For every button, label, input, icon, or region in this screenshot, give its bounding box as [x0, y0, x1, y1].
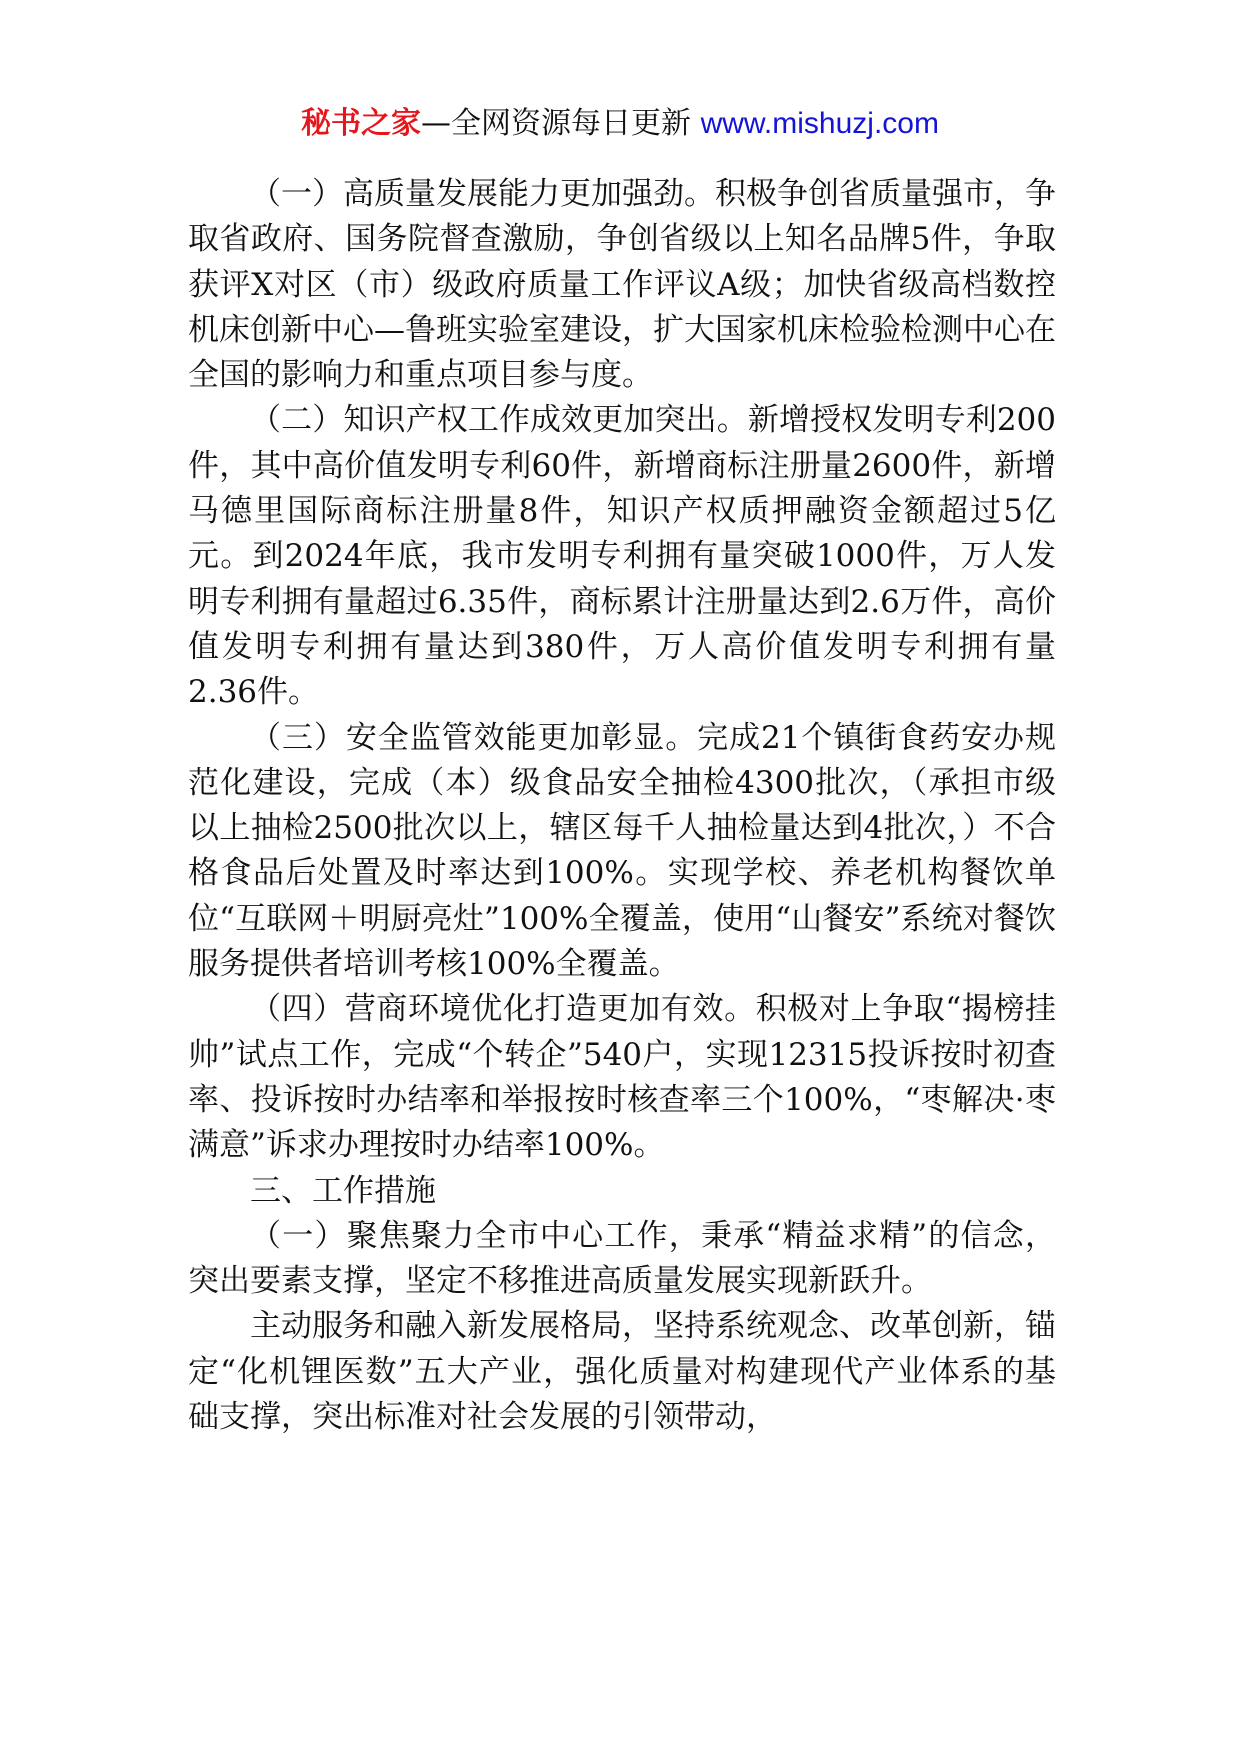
paragraph-business-environment: （四）营商环境优化打造更加有效。积极对上争取“揭榜挂帅”试点工作，完成“个转企”540户，实现12315投诉按时初查率、投诉按时办结率和举报按时核查率三个100%，“枣解决·枣满意”诉求办理按时办结率100%。 [188, 991, 1056, 1164]
paragraph-measure-one: （一）聚焦聚力全市中心工作，秉承“精益求精”的信念，突出要素支撑，坚定不移推进高质量发展实现新跃升。 [188, 1217, 1056, 1300]
site-tagline: —全网资源每日更新 [421, 106, 701, 141]
paragraph-intellectual-property: （二）知识产权工作成效更加突出。新增授权发明专利200件，其中高价值发明专利60件，新增商标注册量2600件，新增马德里国际商标注册量8件，知识产权质押融资金额超过5亿元。到2024年底，我市发明专利拥有量突破1000件，万人发明专利拥有量超过6.35件，商标累计注册量达到2.6万件，高价值发明专利拥有量达到380件，万人高价值发明专利拥有量2.36件。 [188, 402, 1056, 711]
site-brand: 秘书之家 [301, 106, 422, 141]
page-header [0, 102, 1240, 146]
paragraph-new-development: 主动服务和融入新发展格局，坚持系统观念、改革创新，锚定“化机锂医数”五大产业，强化质量对构建现代产业体系的基础支撑，突出标准对社会发展的引领带动， [188, 1308, 1056, 1436]
section-heading-work-measures: 三、工作措施 [250, 1172, 436, 1209]
document-body [188, 172, 1056, 1440]
paragraph-quality-development: （一）高质量发展能力更加强劲。积极争创省质量强市，争取省政府、国务院督查激励，争创省级以上知名品牌5件，争取获评X对区（市）级政府质量工作评议A级；加快省级高档数控机床创新中心—鲁班实验室建设，扩大国家机床检验检测中心在全国的影响力和重点项目参与度。 [188, 176, 1056, 394]
site-url-link[interactable]: www.mishuzj.com [700, 107, 939, 140]
paragraph-safety-supervision: （三）安全监管效能更加彰显。完成21个镇街食药安办规范化建设，完成（本）级食品安全抽检4300批次，（承担市级以上抽检2500批次以上，辖区每千人抽检量达到4批次，）不合格食品后处置及时率达到100%。实现学校、养老机构餐饮单位“互联网＋明厨亮灶”100%全覆盖，使用“山餐安”系统对餐饮服务提供者培训考核100%全覆盖。 [188, 719, 1056, 983]
